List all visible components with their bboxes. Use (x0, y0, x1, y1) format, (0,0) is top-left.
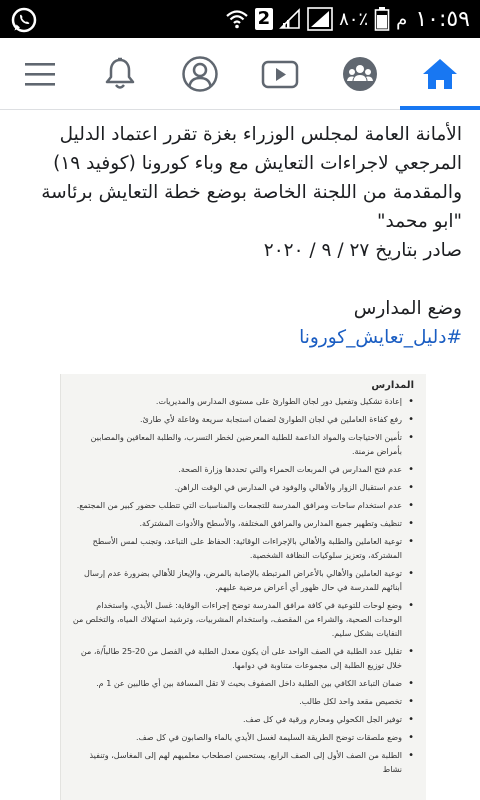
post-paragraph: الأمانة العامة لمجلس الوزراء بغزة تقرر اعتماد الدليل المرجعي لاجراءات التعايش مع وباء كورونا (كوفيد ١٩) والمقدمة من اللجنة الخاصة بوضع خطة التعايش برئاسة "ابو محمد" (41, 124, 462, 232)
hashtag-link[interactable]: #دليل_تعايش_كورونا (299, 327, 462, 348)
document-item: • إعادة تشكيل وتفعيل دور لجان الطوارئ على مستوى المدارس والمديريات. (69, 395, 414, 409)
document-item: • عدم فتح المدارس في المربعات الحمراء والتي تحددها وزارة الصحة. (69, 463, 414, 477)
sim-indicator: 2 (255, 8, 274, 30)
wifi-icon (225, 8, 249, 30)
profile-tab[interactable] (160, 38, 240, 110)
document-item: • تنظيف وتطهير جميع المدارس والمرافق المختلفة، والأسطح والأدوات المشتركة. (69, 517, 414, 531)
document-page (60, 374, 426, 800)
signal-icon (279, 8, 301, 30)
document-item: • وضع لوحات للتوعية في كافة مرافق المدرسة توضح إجراءات الوقاية: غسل الأيدي، واستخدام الوحدات الصحية، والشراء من المقصف، واستخدام المشربيات، وترشيد استهلاك المياه، والتخلص من النفايات بشكل سليم. (69, 599, 414, 641)
document-item: • الطلبة من الصف الأول إلى الصف الرابع، يستحسن اصطحاب معلميهم لهم إلى المغاسل، وتنفيذ نشاط (69, 749, 414, 777)
document-item: • عدم استخدام ساحات ومرافق المدرسة للتجمعات والمناسبات التي تتطلب حضور كبير من المجتمع. (69, 499, 414, 513)
whatsapp-icon (10, 6, 38, 34)
home-tab[interactable] (400, 38, 480, 110)
battery-icon (374, 6, 390, 32)
document-item: • وضع ملصقات توضح الطريقة السليمة لغسل الأيدي بالماء والصابون في كل صف. (69, 731, 414, 745)
watch-tab[interactable] (240, 38, 320, 110)
post-content (0, 110, 480, 352)
top-navigation (0, 38, 480, 110)
signal-icon-2 (307, 7, 333, 31)
document-item: • تأمين الاحتياجات والمواد الداعمة للطلبة المعرضين لخطر التسرب، والطلبة المعاقين والمصابين بأمراض مزمنة. (69, 431, 414, 459)
groups-icon (341, 55, 379, 93)
notifications-icon (103, 56, 137, 92)
post-date: صادر بتاريخ ٢٧ / ٩ / ٢٠٢٠ (263, 240, 462, 261)
document-image[interactable] (0, 368, 480, 800)
home-icon (421, 56, 459, 92)
notifications-tab[interactable] (80, 38, 160, 110)
watch-icon (261, 58, 299, 90)
document-heading: المدارس (371, 380, 414, 391)
document-item: • تخصيص مقعد واحد لكل طالب. (69, 695, 414, 709)
document-item: • عدم استقبال الزوار والأهالي والوفود في المدارس في الوقت الراهن. (69, 481, 414, 495)
post-section-title: وضع المدارس (353, 298, 462, 319)
status-icons (225, 0, 470, 38)
document-item: • توفير الجل الكحولي ومحارم ورقية في كل صف. (69, 713, 414, 727)
profile-icon (181, 55, 219, 93)
document-item: • ضمان التباعد الكافي بين الطلبة داخل الصفوف بحيث لا تقل المسافة بين أي طالبين عن 1 م. (69, 677, 414, 691)
document-item: • توعية العاملين والأهالي بالأعراض المرتبطة بالإصابة بالمرض، والإيعاز للأهالي بضرورة عدم إرسال أبنائهم للمدرسة في حال ظهور أي أعراض مرضية عليهم. (69, 567, 414, 595)
clock: ١٠:٥٩ (415, 6, 470, 32)
document-item: • توعية العاملين والطلبة والأهالي بالإجراءات الوقائية: الحفاظ على التباعد، وتجنب لمس الأسطح المشتركة، وتعزيز سلوكيات النظافة الشخصية. (69, 535, 414, 563)
menu-icon (23, 60, 57, 88)
document-item: • رفع كفاءة العاملين في لجان الطوارئ لضمان استجابة سريعة وفاعلة لأي طارئ. (69, 413, 414, 427)
menu-tab[interactable] (0, 38, 80, 110)
battery-percent: ٨٠٪ (339, 8, 369, 30)
document-item: • تقليل عدد الطلبة في الصف الواحد على أن يكون معدل الطلبة في الفصل من 20-25 طالباً/ة، من خلال توزيع الطلبة إلى مجموعات متناوبة في دوامها. (69, 645, 414, 673)
status-bar (0, 0, 480, 38)
ampm-label: م (396, 8, 408, 30)
document-list (69, 395, 414, 777)
groups-tab[interactable] (320, 38, 400, 110)
